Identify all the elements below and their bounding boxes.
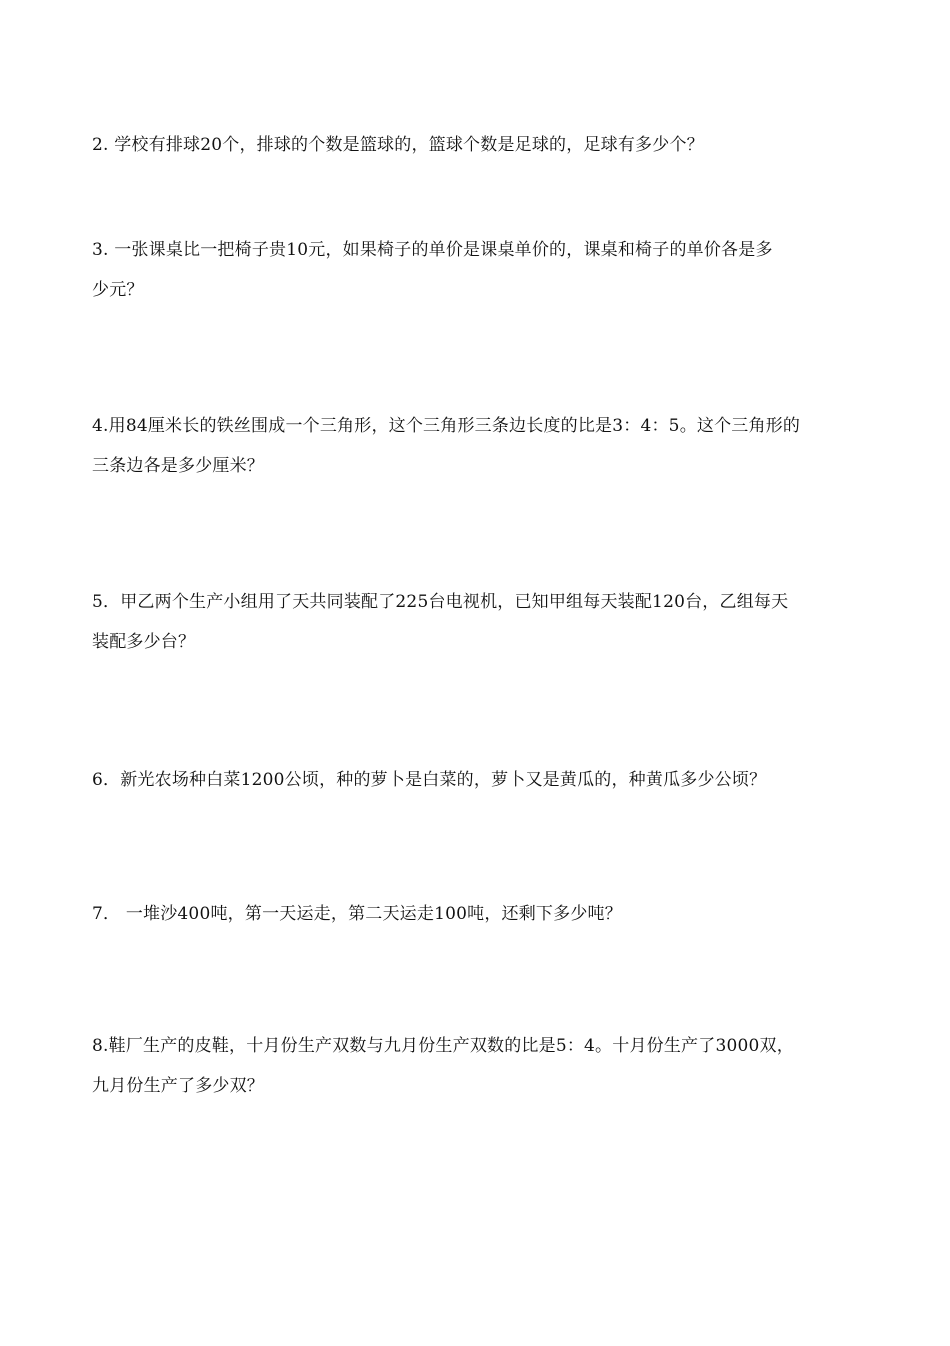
problem-3 (92, 230, 862, 310)
problem-3-line-2: 少元？ (92, 280, 144, 300)
problem-5-line-1: 5．甲乙两个生产小组用了天共同装配了225台电视机，已知甲组每天装配120台，乙组每天 (92, 592, 789, 612)
problem-6-line-1: 6．新光农场种白菜1200公顷，种的萝卜是白菜的，萝卜又是黄瓜的，种黄瓜多少公顷？ (92, 770, 767, 790)
problem-2 (92, 125, 862, 165)
problem-3-line-1: 3. 一张课桌比一把椅子贵10元，如果椅子的单价是课桌单价的，课桌和椅子的单价各是多 (92, 240, 773, 260)
problem-8-line-1: 8.鞋厂生产的皮鞋，十月份生产双数与九月份生产双数的比是5：4。十月份生产了3000双， (92, 1036, 794, 1056)
problem-4-line-1: 4.用84厘米长的铁丝围成一个三角形，这个三角形三条边长度的比是3：4：5。这个三角形的 (92, 416, 801, 436)
problem-2-line-1: 2. 学校有排球20个，排球的个数是篮球的，篮球个数是足球的，足球有多少个？ (92, 135, 704, 155)
problem-8-line-2: 九月份生产了多少双？ (92, 1076, 264, 1096)
problem-7 (92, 894, 862, 934)
problem-7-line-1: 7． 一堆沙400吨，第一天运走，第二天运走100吨，还剩下多少吨？ (92, 904, 622, 924)
problem-6 (92, 760, 862, 800)
problem-8 (92, 1026, 862, 1106)
problem-5-line-2: 装配多少台？ (92, 632, 196, 652)
problem-4-line-2: 三条边各是多少厘米？ (92, 456, 264, 476)
problem-5 (92, 582, 862, 662)
problem-4 (92, 406, 862, 486)
